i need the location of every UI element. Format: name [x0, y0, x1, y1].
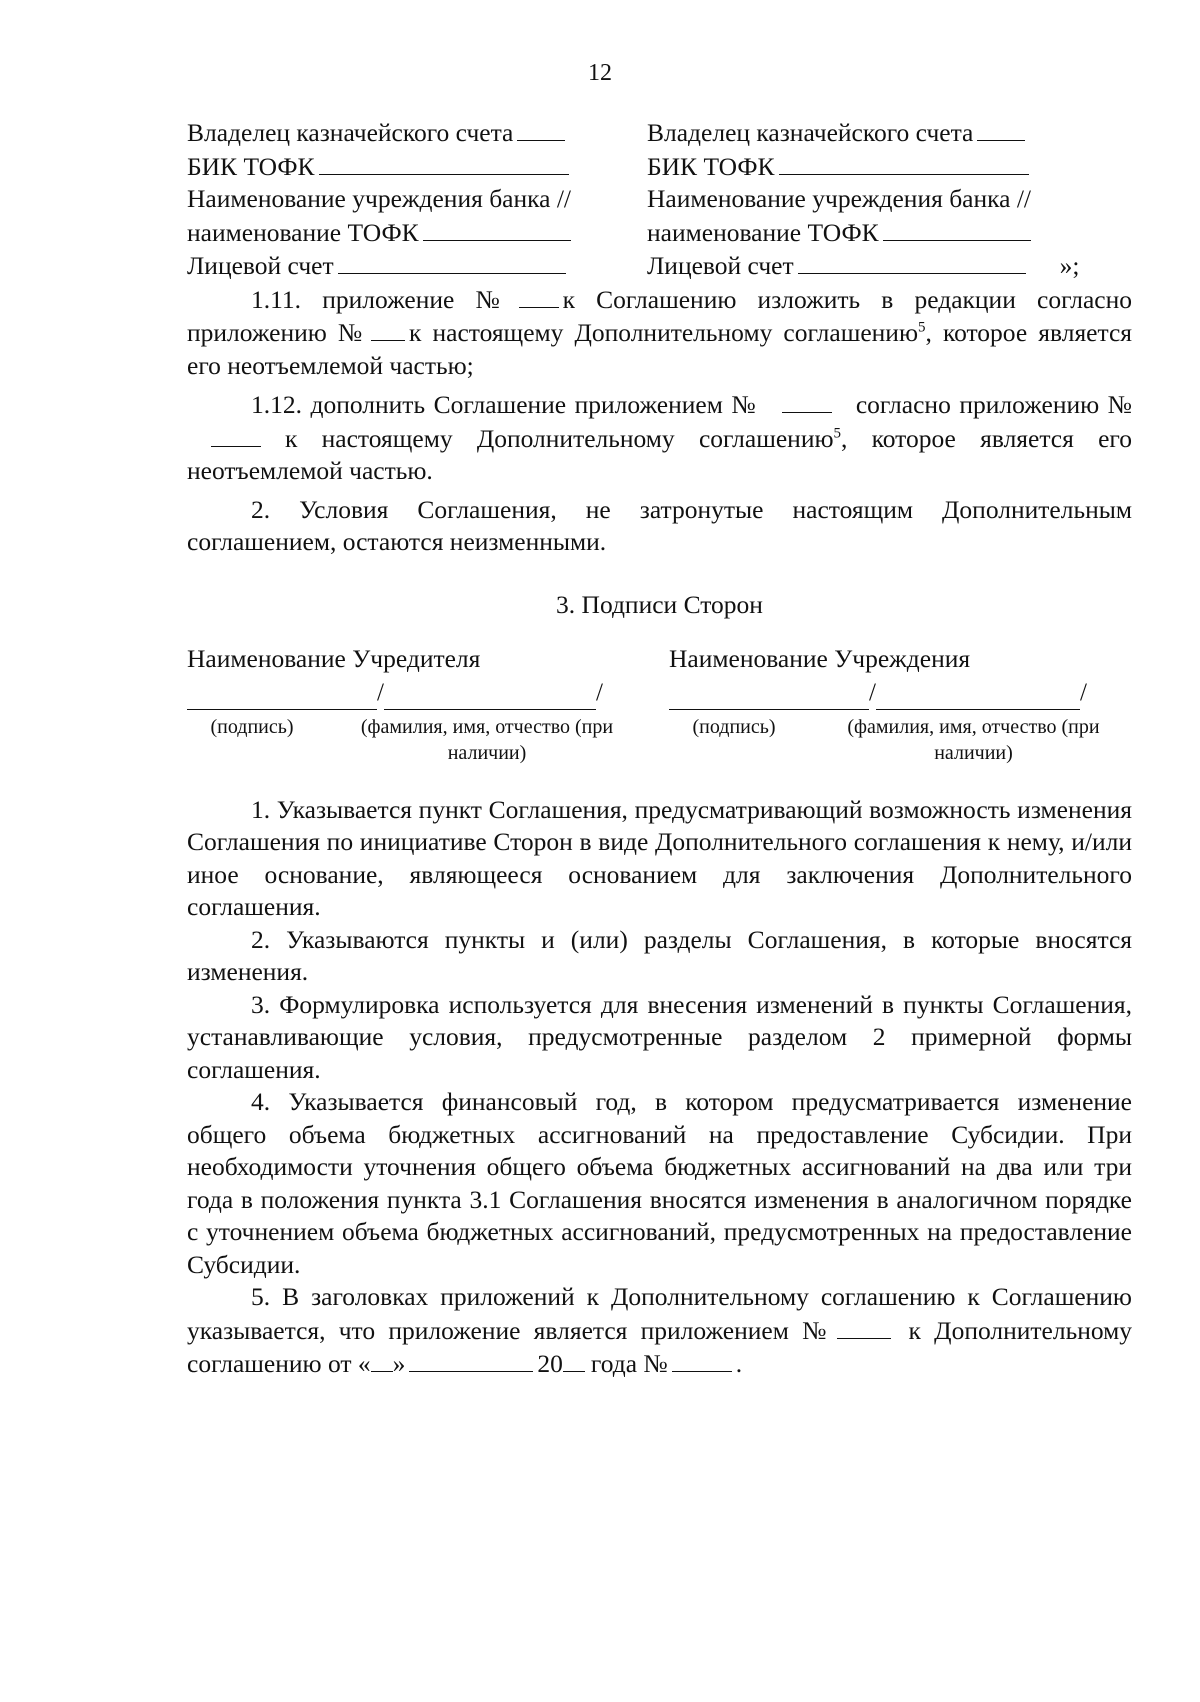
section-title-signatures: 3. Подписи Сторон — [556, 589, 763, 619]
signature-party-title: Наименование Учредителя — [187, 644, 481, 673]
account-line: Владелец казначейского счета — [187, 116, 647, 150]
document-body — [187, 116, 1132, 1381]
blank-line — [782, 388, 832, 413]
footnote-item: 2. Указываются пункты и (или) разделы Соглашения, в которые вносятся изменения. — [187, 924, 1132, 986]
account-line: Наименование учреждения банка // — [647, 184, 1031, 213]
paragraph-2: 2. Условия Соглашения, не затронутые настоящим Дополнительным соглашением, остаются неизменными. — [187, 494, 1132, 556]
blank-line — [319, 150, 569, 175]
account-line: БИК ТОФК — [187, 150, 647, 184]
account-line: Наименование учреждения банка // — [187, 184, 571, 213]
account-details-left — [187, 116, 647, 283]
blank-line — [371, 1347, 393, 1372]
account-line: Лицевой счет »; — [647, 251, 1080, 280]
name-field — [876, 685, 1080, 710]
blank-line — [779, 150, 1029, 175]
signature-party-title: Наименование Учреждения — [669, 644, 971, 673]
footnotes — [187, 794, 1132, 1381]
account-line: Лицевой счет — [187, 249, 647, 283]
signature-line: / / — [187, 676, 647, 710]
name-hint: (фамилия, имя, отчество (при наличии) — [847, 715, 1100, 764]
account-line: наименование ТОФК — [647, 216, 1132, 250]
signature-hints — [669, 714, 1132, 766]
account-line: наименование ТОФК — [187, 216, 647, 250]
account-details-right — [647, 116, 1132, 283]
blank-line — [338, 249, 566, 274]
paragraph-1-12: 1.12. дополнить Соглашение приложением № согласно приложению №к настоящему Дополнительному соглашению$^5$, которое является его неотъемлемой частью. — [187, 390, 1133, 485]
name-hint: (фамилия, имя, отчество (при наличии) — [360, 715, 614, 764]
signature-hints — [187, 714, 647, 766]
blank-line — [672, 1347, 732, 1372]
signature-hint: (подпись) — [210, 715, 294, 738]
footnote-item: 4. Указывается финансовый год, в котором предусматривается изменение общего объема бюджетных ассигнований на предоставление Субсидии. При необходимости уточнения общего объема бюджетных ассигнований на два или три года в положения пункта 3.1 Соглашения вносятся изменения в аналогичном порядке с уточнением объема бюджетных ассигнований, предусмотренных на предоставление Субсидии. — [187, 1087, 1132, 1279]
name-field — [384, 685, 596, 710]
blank-line — [519, 283, 559, 308]
footnote-item: 1. Указывается пункт Соглашения, предусматривающий возможность изменения Соглашения по инициативе Сторон в виде Дополнительного соглашения к нему, и/или иное основание, являющееся основанием для заключения Дополнительного соглашения. — [187, 794, 1132, 921]
footnote-ref: 5 — [833, 425, 842, 441]
blank-line — [423, 216, 571, 241]
account-line: БИК ТОФК — [647, 150, 1132, 184]
blank-line — [211, 422, 261, 447]
footnote-ref: 5 — [918, 319, 926, 336]
blank-line — [563, 1347, 585, 1372]
blank-line — [409, 1347, 533, 1372]
account-line: Владелец казначейского счета — [647, 116, 1132, 150]
signature-block-founder — [187, 643, 647, 766]
signature-field — [669, 685, 869, 710]
footnote-item: 3. Формулировка используется для внесения изменений в пункты Соглашения, устанавливающие условия, предусмотренные разделом 2 примерной формы соглашения. — [187, 989, 1132, 1084]
blank-line — [517, 116, 565, 141]
signature-hint: (подпись) — [692, 715, 776, 738]
blank-line — [977, 116, 1025, 141]
blank-line — [883, 216, 1031, 241]
signature-block-institution — [669, 643, 1132, 766]
page-number: 12 — [588, 60, 612, 86]
signature-field — [187, 685, 377, 710]
footnote-item: 5. В заголовках приложений к Дополнительному соглашению к Соглашению указывается, что приложение является приложением № к Дополнительному соглашению от « » 20 года № . — [187, 1282, 1133, 1378]
blank-line — [837, 1314, 891, 1339]
account-details — [187, 116, 1132, 283]
closing-quote: »; — [1059, 251, 1080, 280]
paragraph-1-11: 1.11. приложение № к Соглашению изложить в редакции согласно приложению № к настоящему Дополнительному соглашению$^5$, которое является его неотъемлемой частью; — [187, 284, 1132, 380]
blank-line — [798, 249, 1026, 274]
blank-line — [371, 316, 405, 341]
signatures — [187, 643, 1132, 766]
signature-line: / / — [669, 676, 1132, 710]
